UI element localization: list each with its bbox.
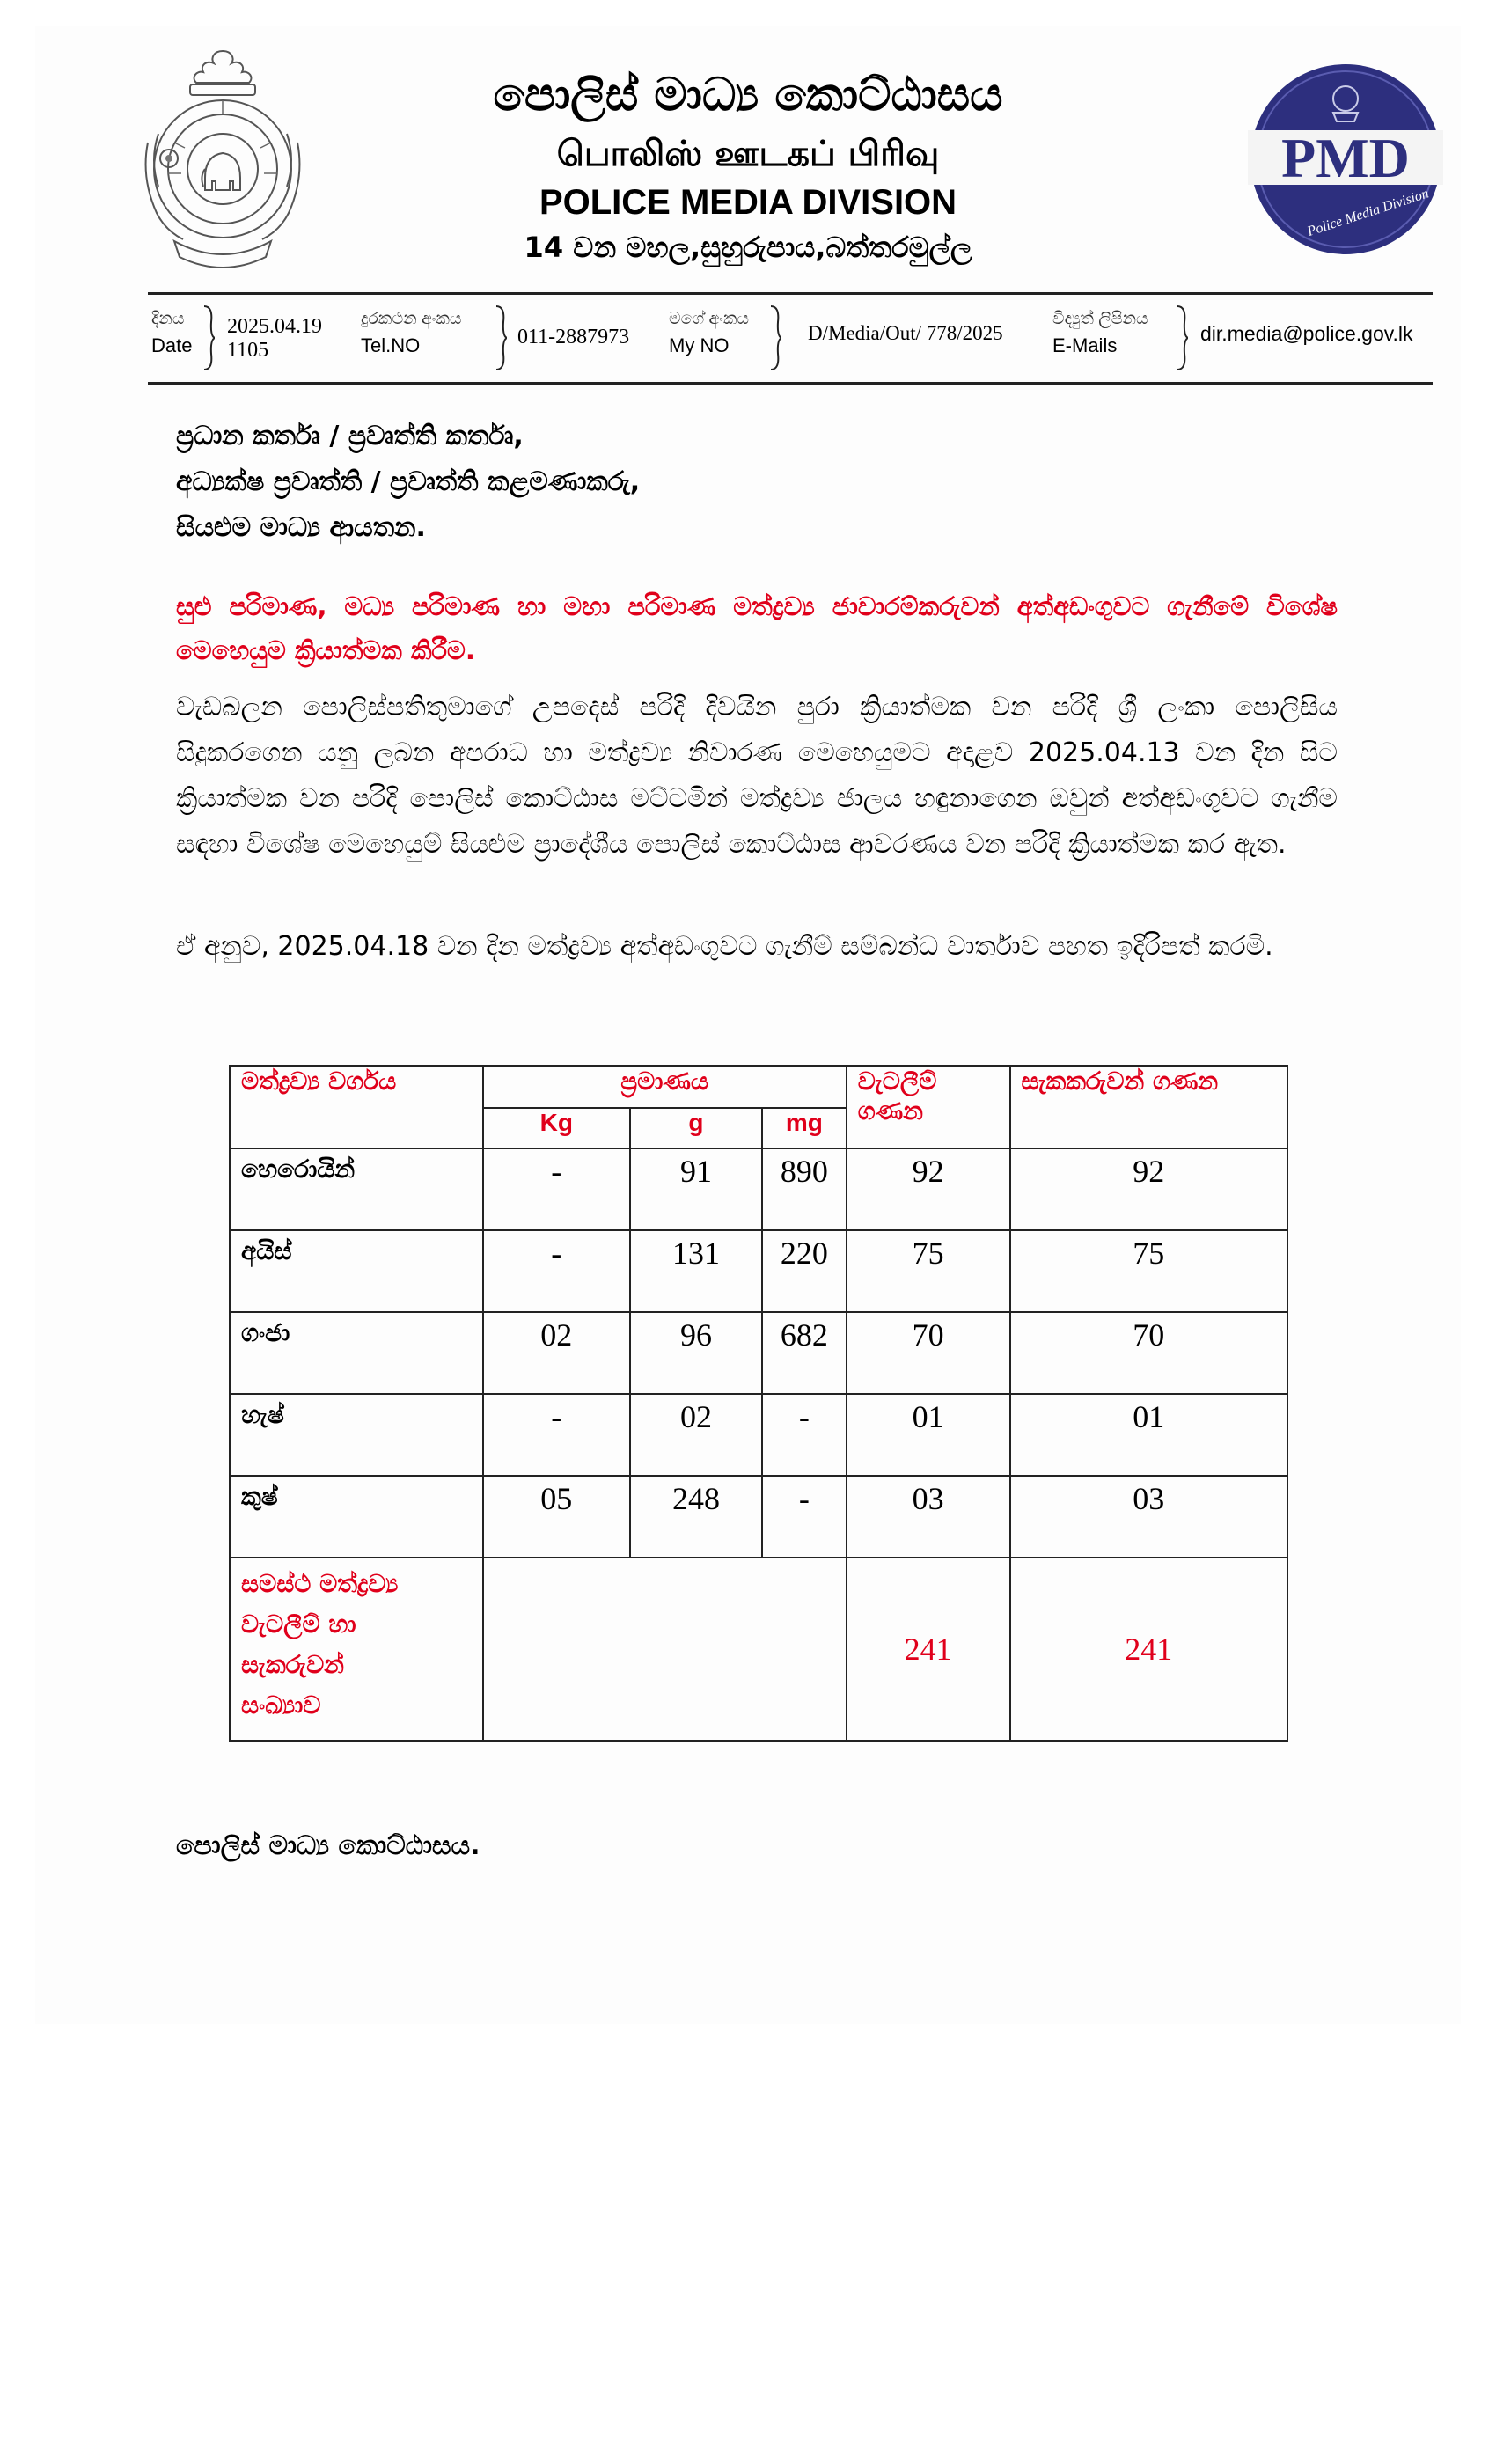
- header-divider-bottom: [148, 382, 1433, 385]
- raids-cell: 92: [847, 1148, 1010, 1230]
- header-unit-g: g: [630, 1108, 762, 1148]
- pmd-logo: [1248, 62, 1443, 257]
- mg-cell: -: [762, 1394, 847, 1476]
- date-value: 2025.04.19: [227, 315, 322, 338]
- table-row: [230, 1230, 1287, 1312]
- suspects-cell: 03: [1010, 1476, 1287, 1558]
- header-title-sinhala: පොලිස් මාධ්‍ය කොට්ඨාසය: [493, 69, 1003, 121]
- pmd-logo-text: PMD: [1281, 127, 1410, 189]
- subject-heading: සුළු පරිමාණ, මධ්‍ය පරිමාණ හා මහා පරිමාණ මත්ද්‍රව්‍ය ජාවාරම්කරුවන් අත්අඩංගුවට ගැනීමේ විශේෂ මෙහෙයුම ක්‍රියාත්මක කිරීම.: [176, 591, 1338, 665]
- raids-cell: 03: [847, 1476, 1010, 1558]
- g-cell: 02: [630, 1394, 762, 1476]
- body-paragraph: ඒ අනුව, 2025.04.18 වන දින මත්ද්‍රව්‍ය අත්අඩංගුවට ගැනීම් සම්බන්ධ වාර්තාව පහත ඉදිරිපත් කරමි.: [176, 931, 1273, 962]
- mg-cell: -: [762, 1476, 847, 1558]
- header-quantity: ප්‍රමාණය: [483, 1066, 847, 1108]
- drug-type-cell: ගංජා: [230, 1312, 483, 1394]
- kg-cell: 05: [483, 1476, 631, 1558]
- police-crest-logo: [139, 46, 306, 270]
- email-value[interactable]: dir.media@police.gov.lk: [1200, 322, 1413, 345]
- date-values: [227, 315, 322, 363]
- brace-divider: [202, 304, 215, 371]
- suspects-cell: 01: [1010, 1394, 1287, 1476]
- body-paragraph: වැඩබලන පොලිස්පතිතුමාගේ උපදෙස් පරිදි දිවයින පුරා ක්‍රියාත්මක වන පරිදි ශ්‍රී ලංකා පොලිසිය සිදුකරගෙන යනු ලබන අපරාධ හා මත්ද්‍රව්‍ය නිවාරණ මෙහෙයුමට අදාළව 2025.04.13 වන දින සිට ක්‍රියාත්මක වන පරිදි පොලිස් කොට්ඨාස මට්ටමින් මත්ද්‍රව්‍ය ජාලය හඳුනාගෙන ඔවුන් අත්අඩංගුවට ගැනීම සඳහා විශේෂ මෙහෙයුම් සියළුම ප්‍රාදේශීය පොලිස් කොට්ඨාස ආවරණය වන පරිදි ක්‍රියාත්මක කර ඇත.: [176, 692, 1338, 860]
- tel-value: 011-2887973: [517, 326, 630, 348]
- mg-cell: 890: [762, 1148, 847, 1230]
- tel-label: දුරකථන අංකය Tel.NO: [361, 310, 462, 356]
- table-row: [230, 1312, 1287, 1394]
- header-drug-type: මත්ද්‍රව්‍ය වර්ගය: [230, 1066, 483, 1148]
- table-row: [230, 1394, 1287, 1476]
- drug-type-cell: අයිස්: [230, 1230, 483, 1312]
- drug-type-cell: කුෂ්: [230, 1476, 483, 1558]
- brace-divider: [769, 304, 781, 371]
- total-quantity-empty-cell: [483, 1558, 847, 1741]
- addressee-block: [176, 414, 640, 551]
- header-title-english: POLICE MEDIA DIVISION: [539, 183, 957, 222]
- suspects-cell: 70: [1010, 1312, 1287, 1394]
- header-title-tamil: பொலிஸ் ஊடகப் பிரிவு: [556, 134, 940, 174]
- header-raids: වැටලීම් ගණන: [847, 1066, 1010, 1148]
- signoff: පොලිස් මාධ්‍ය කොට්ඨාසය.: [176, 1830, 480, 1861]
- total-raids-cell: 241: [847, 1558, 1010, 1741]
- drug-type-cell: හෙරොයින්: [230, 1148, 483, 1230]
- total-suspects-cell: 241: [1010, 1558, 1287, 1741]
- myno-label: මගේ අංකය My NO: [669, 310, 750, 356]
- mg-cell: 682: [762, 1312, 847, 1394]
- pmd-logo-subtext: Police Media Division: [1305, 186, 1431, 240]
- addressee-line: ප්‍රධාන කර්තෘ / ප්‍රවෘත්ති කර්තෘ,: [176, 421, 524, 451]
- drug-type-cell: හැෂ්: [230, 1394, 483, 1476]
- date-label: දිනය Date: [151, 310, 193, 356]
- drug-arrest-table: [229, 1065, 1288, 1742]
- header-unit-mg: mg: [762, 1108, 847, 1148]
- header-suspects: සැකකරුවන් ගණන: [1010, 1066, 1287, 1148]
- kg-cell: 02: [483, 1312, 631, 1394]
- brace-divider: [495, 304, 507, 371]
- table-total-row: [230, 1558, 1287, 1741]
- kg-cell: -: [483, 1148, 631, 1230]
- addressee-line: අධ්‍යක්ෂ ප්‍රවෘත්ති / ප්‍රවෘත්ති කළමණාකරු,: [176, 466, 641, 497]
- table-row: [230, 1148, 1287, 1230]
- table-row: [230, 1476, 1287, 1558]
- mg-cell: 220: [762, 1230, 847, 1312]
- header-address: 14 වන මහල,සුහුරුපාය,බත්තරමුල්ල: [524, 231, 972, 264]
- brace-divider: [1176, 304, 1188, 371]
- header-unit-kg: Kg: [483, 1108, 631, 1148]
- addressee-line: සියළුම මාධ්‍ය ආයතන.: [176, 512, 426, 543]
- raids-cell: 75: [847, 1230, 1010, 1312]
- email-label: විද්‍යුත් ලිපිනය E-Mails: [1052, 310, 1148, 356]
- raids-cell: 01: [847, 1394, 1010, 1476]
- kg-cell: -: [483, 1230, 631, 1312]
- total-label-cell: සමස්ථ මත්ද්‍රව්‍ය වැටලීම් හා සැකරුවන් සංඛ්‍යාව: [230, 1558, 483, 1741]
- suspects-cell: 92: [1010, 1148, 1287, 1230]
- kg-cell: -: [483, 1394, 631, 1476]
- g-cell: 96: [630, 1312, 762, 1394]
- raids-cell: 70: [847, 1312, 1010, 1394]
- header-divider-top: [148, 292, 1433, 295]
- g-cell: 91: [630, 1148, 762, 1230]
- myno-value: D/Media/Out/ 778/2025: [808, 322, 1003, 344]
- g-cell: 131: [630, 1230, 762, 1312]
- suspects-cell: 75: [1010, 1230, 1287, 1312]
- g-cell: 248: [630, 1476, 762, 1558]
- time-value: 1105: [227, 339, 269, 362]
